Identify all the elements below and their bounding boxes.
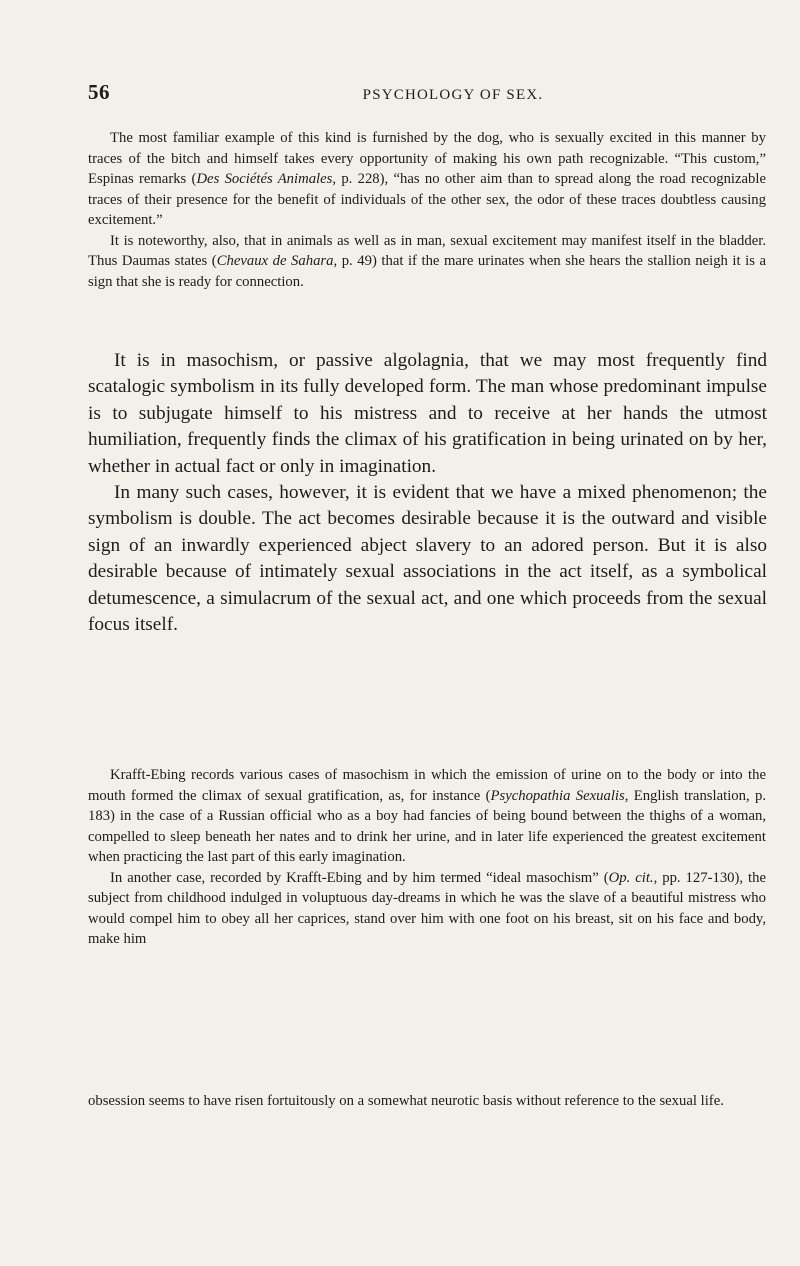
paragraph: It is noteworthy, also, that in animals as well as in man, sexual excitement may manifest itself in the bladder. Thus Daumas states (Chevaux de Sahara, p. 49) that if the mare urinates when she hears the stallion neigh it is a sign that she is ready for connection. xyxy=(88,232,767,290)
page-header xyxy=(88,80,768,110)
main-text-block xyxy=(88,348,767,638)
paragraph: obsession seems to have risen fortuitously on a somewhat neurotic basis without reference to the sexual life. xyxy=(88,1093,724,1109)
running-title: PSYCHOLOGY OF SEX. xyxy=(362,87,544,103)
page-number: 56 xyxy=(88,80,110,104)
top-footnote-block xyxy=(88,128,766,292)
paragraph: Krafft-Ebing records various cases of masochism in which the emission of urine on to the body or into the mouth formed the climax of sexual gratification, as, for instance (Psychopathia Sexualis, English translation, p. 183) in the case of a Russian official who as a boy had fancies of being bound between the thighs of a woman, compelled to sleep beneath her nates and to drink her urine, and in later life experienced the greatest excitement when practicing the last part of this early imagination. xyxy=(88,767,766,865)
paragraph: In another case, recorded by Krafft-Ebing and by him termed “ideal masochism” (Op. cit., pp. 127-130), the subject from childhood indulged in voluptuous day-dreams in which he was the slave of a beautiful mistress who would compel him to obey all her caprices, stand over him with one foot on his breast, sit on his face and body, make him xyxy=(88,869,766,947)
paragraph: The most familiar example of this kind is furnished by the dog, who is sexually excited in this manner by traces of the bitch and himself takes every opportunity of making his own path recognizable. “This custom,” Espinas remarks (Des Sociétés Animales, p. 228), “has no other aim than to spread along the road recognizable traces of their presence for the benefit of individuals of the other sex, the odor of these traces doubtless causing excitement.” xyxy=(88,130,766,228)
case-notes-block xyxy=(88,765,766,950)
footnote-continuation xyxy=(88,1091,766,1112)
paragraph: In many such cases, however, it is evident that we have a mixed phenomenon; the symbolism is double. The act becomes desirable because it is the outward and visible sign of an inwardly experienced abject slavery to an adored person. But it is also desirable because of intimately sexual associations in the act itself, as a symbolical detumescence, a simulacrum of the sexual act, and one which proceeds from the sexual focus itself. xyxy=(88,482,767,636)
paragraph: It is in masochism, or passive algolagnia, that we may most frequently find scatalogic symbolism in its fully developed form. The man whose predominant impulse is to subjugate himself to his mistress and to receive at her hands the utmost humiliation, frequently finds the climax of his gratification in being urinated on by her, whether in actual fact or only in imagination. xyxy=(88,350,767,477)
